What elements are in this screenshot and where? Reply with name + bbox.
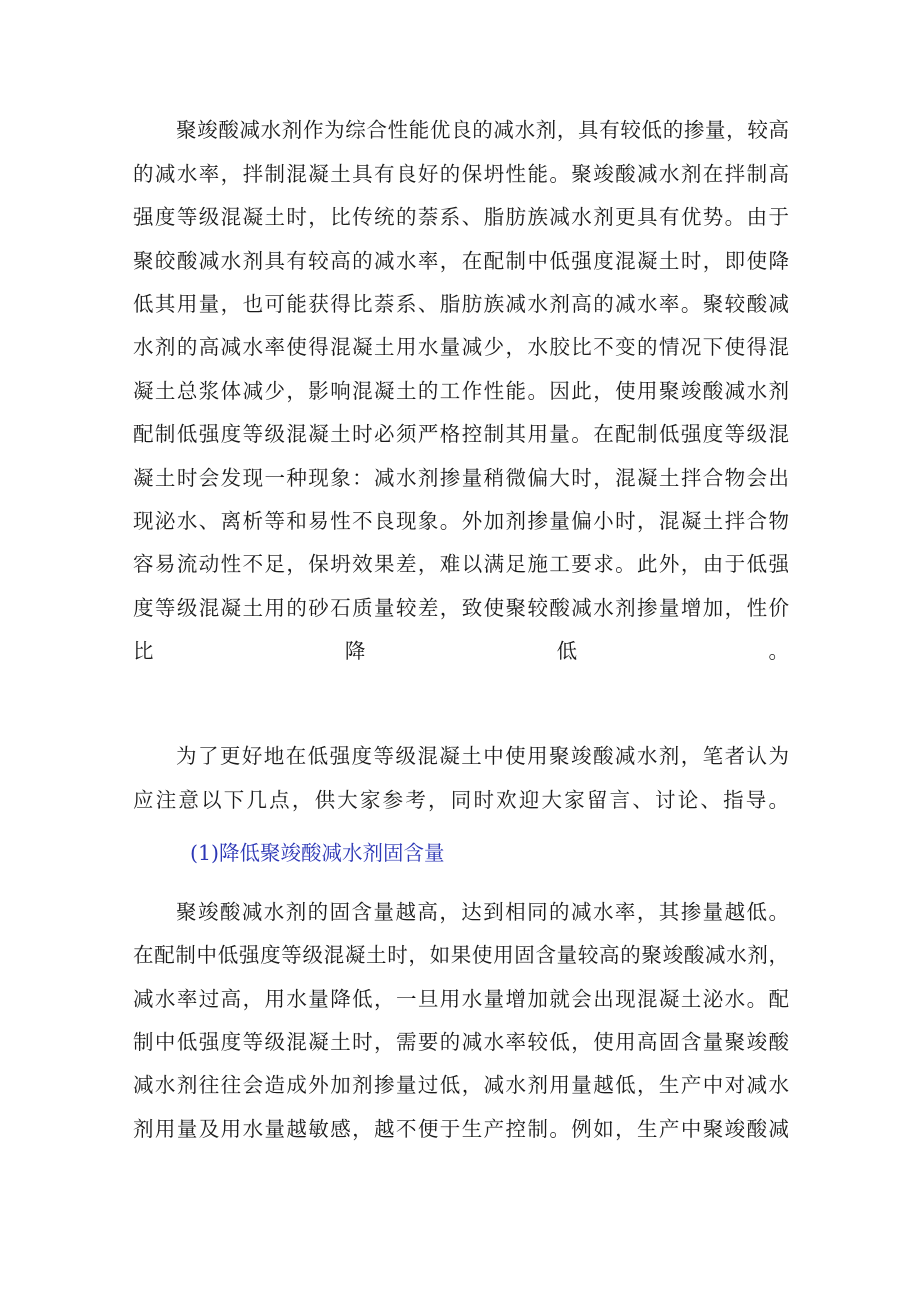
paragraph-line: 度等级混凝土用的砂石质量较差，致使聚较酸减水剂掺量增加，性价 (133, 596, 789, 620)
paragraph-line: 配制低强度等级混凝土时必须严格控制其用量。在配制低强度等级混 (133, 422, 789, 446)
paragraph-line: 凝土时会发现一种现象：减水剂掺量稍微偏大时，混凝土拌合物会出 (133, 466, 789, 490)
paragraph-line: 在配制中低强度等级混凝土时，如果使用固含量较高的聚竣酸减水剂， (133, 943, 789, 967)
paragraph-line: 制中低强度等级混凝土时，需要的减水率较低，使用高固含量聚竣酸 (133, 1030, 789, 1054)
section-heading: (1)降低聚竣酸减水剂固含量 (190, 841, 445, 865)
paragraph-line: 的减水率，拌制混凝土具有良好的保坍性能。聚竣酸减水剂在拌制高 (133, 162, 789, 186)
paragraph-line: 容易流动性不足，保坍效果差，难以满足施工要求。此外，由于低强 (133, 552, 789, 576)
paragraph-line: 减水剂往往会造成外加剂掺量过低，减水剂用量越低，生产中对减水 (133, 1073, 789, 1097)
paragraph-line: 聚竣酸减水剂的固含量越高，达到相同的减水率，其掺量越低。 (176, 900, 789, 924)
paragraph-line: 剂用量及用水量越敏感，越不便于生产控制。例如，生产中聚竣酸减 (133, 1117, 789, 1141)
paragraph-line: 凝土总浆体减少，影响混凝土的工作性能。因此，使用聚竣酸减水剂 (133, 379, 789, 403)
paragraph-line (133, 677, 789, 713)
paragraph-line: 低其用量，也可能获得比萘系、脂肪族减水剂高的减水率。聚较酸减 (133, 292, 789, 316)
paragraph-line: 强度等级混凝土时，比传统的萘系、脂肪族减水剂更具有优势。由于 (133, 205, 789, 229)
paragraph-line: 水剂的高减水率使得混凝土用水量减少，水胶比不变的情况下使得混 (133, 335, 789, 359)
paragraph-line: 比降低。 (133, 639, 789, 663)
paragraph-line: 为了更好地在低强度等级混凝土中使用聚竣酸减水剂，笔者认为 (176, 744, 789, 768)
paragraph-line: 应注意以下几点，供大家参考，同时欢迎大家留言、讨论、指导。 (133, 788, 789, 812)
paragraph-line: 减水率过高，用水量降低，一旦用水量增加就会出现混凝土泌水。配 (133, 987, 789, 1011)
paragraph-line: 现泌水、离析等和易性不良现象。外加剂掺量偏小时，混凝土拌合物 (133, 509, 789, 533)
paragraph-line: 聚竣酸减水剂作为综合性能优良的减水剂，具有较低的掺量，较高 (176, 118, 789, 142)
paragraph-line: 聚皎酸减水剂具有较高的减水率，在配制中低强度混凝土时，即使降 (133, 249, 789, 273)
